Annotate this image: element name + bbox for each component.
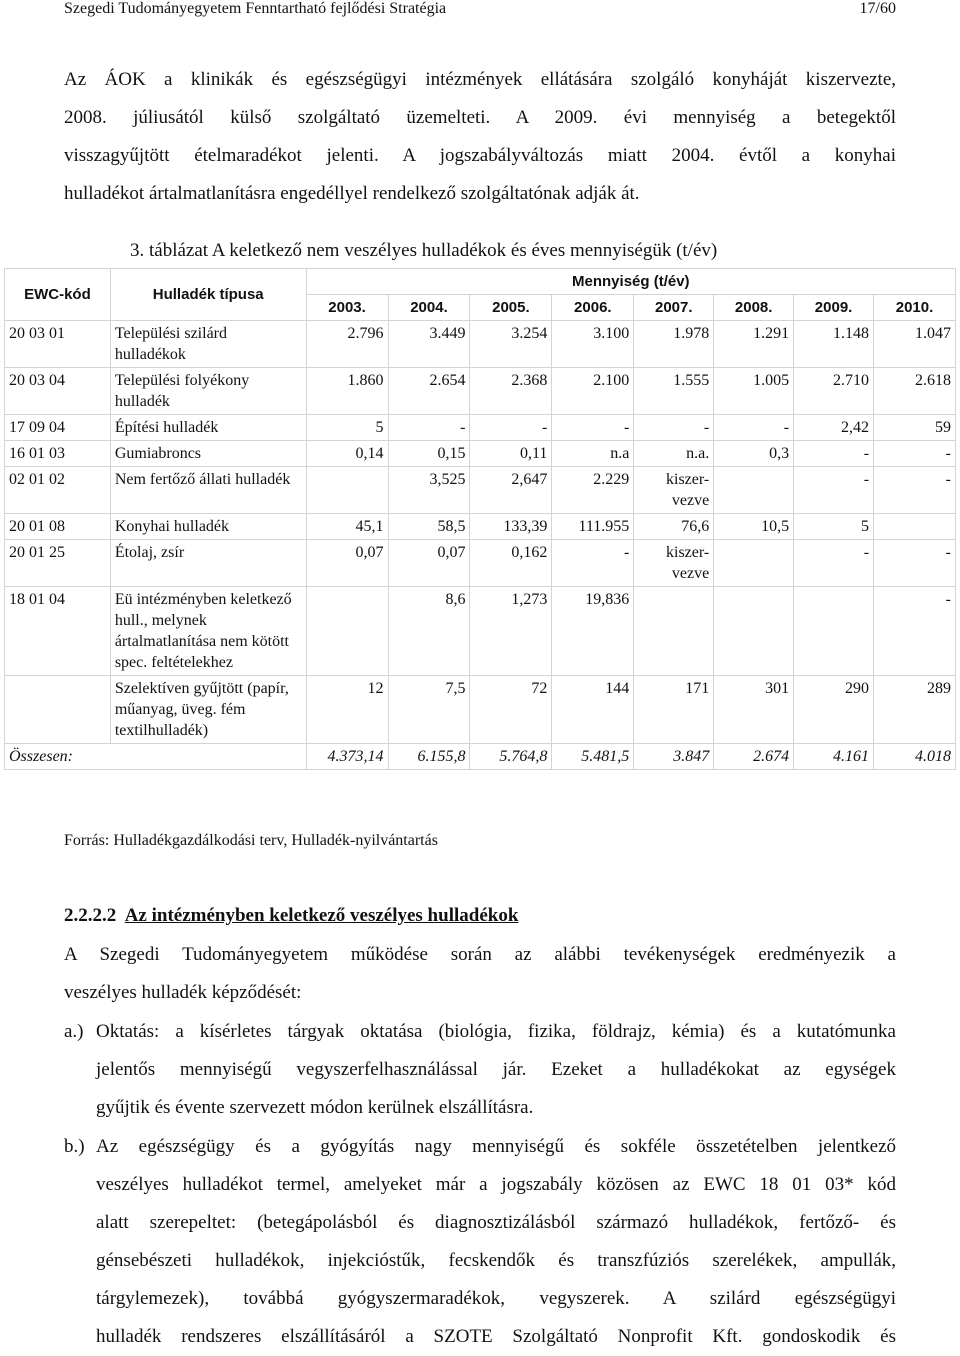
quantity-cell: - [874,540,956,587]
text-line: veszélyes hulladékot termel, amelyeket már a jogszabály közösen az EWC 18 01 03* kód [96,1174,896,1195]
table-row [5,514,956,540]
quantity-cell: 1.005 [714,368,794,415]
table-row [5,415,956,441]
quantity-cell: 133,39 [470,514,552,540]
quantity-cell: 12 [306,676,388,744]
quantity-cell: 2.368 [470,368,552,415]
total-value: 4.373,14 [306,744,388,770]
header-ewc-code: EWC-kód [5,269,111,321]
ewc-code-cell [5,676,111,744]
page-header [64,0,896,22]
quantity-cell: 72 [470,676,552,744]
quantity-cell: 8,6 [388,587,470,676]
header-year: 2008. [714,295,794,321]
quantity-cell: n.a [552,441,634,467]
quantity-cell: - [552,540,634,587]
header-year: 2007. [634,295,714,321]
quantity-cell: 0,07 [306,540,388,587]
quantity-cell: 290 [794,676,874,744]
quantity-cell: - [794,467,874,514]
waste-table [4,268,956,770]
table-row [5,467,956,514]
quantity-cell: 59 [874,415,956,441]
total-value: 5.481,5 [552,744,634,770]
table-row [5,540,956,587]
header-year: 2006. [552,295,634,321]
quantity-cell: - [470,415,552,441]
quantity-cell: kiszer-vezve [634,467,714,514]
total-value: 2.674 [714,744,794,770]
waste-type-cell: Gumiabroncs [110,441,306,467]
waste-type-cell: Települési szilárd hulladékok [110,321,306,368]
waste-type-cell: Építési hulladék [110,415,306,441]
header-quantity: Mennyiség (t/év) [306,269,955,295]
quantity-cell [874,514,956,540]
ewc-code-cell: 20 01 08 [5,514,111,540]
quantity-cell [714,540,794,587]
text-line: alatt szerepeltet: (betegápolásból és diagnosztizálásból származó hulladékok, fertőző- és [96,1212,896,1233]
table-row [5,676,956,744]
total-value: 6.155,8 [388,744,470,770]
quantity-cell: 2,647 [470,467,552,514]
quantity-cell: 2,42 [794,415,874,441]
ewc-code-cell: 20 01 25 [5,540,111,587]
text-line: Oktatás: a kísérletes tárgyak oktatása (biológia, fizika, földrajz, kémia) és a kutatómunka [96,1021,896,1042]
quantity-cell [714,587,794,676]
header-title: Szegedi Tudományegyetem Fenntartható fejlődési Stratégia [64,0,447,17]
quantity-cell: n.a. [634,441,714,467]
ewc-code-cell: 20 03 01 [5,321,111,368]
text-line: A Szegedi Tudományegyetem működése során az alábbi tevékenységek eredményezik a [64,944,896,965]
ewc-code-cell: 02 01 02 [5,467,111,514]
quantity-cell: 111.955 [552,514,634,540]
section-intro [64,936,896,1012]
table-row [5,587,956,676]
quantity-cell: 0,15 [388,441,470,467]
list-marker: b.) [64,1136,85,1157]
header-year: 2004. [388,295,470,321]
quantity-cell: 5 [794,514,874,540]
quantity-cell: - [388,415,470,441]
quantity-cell: 1.555 [634,368,714,415]
quantity-cell: 1.047 [874,321,956,368]
quantity-cell: - [874,587,956,676]
quantity-cell: 1,273 [470,587,552,676]
quantity-cell [714,467,794,514]
quantity-cell: 7,5 [388,676,470,744]
quantity-cell: 2.229 [552,467,634,514]
quantity-cell: 3.254 [470,321,552,368]
header-year: 2010. [874,295,956,321]
text-line: hulladékot ártalmatlanításra engedéllyel rendelkező szolgáltatónak adják át. [64,183,640,204]
total-value: 4.161 [794,744,874,770]
list-item [64,1013,896,1127]
quantity-cell: 2.654 [388,368,470,415]
table-row [5,441,956,467]
table-caption: 3. táblázat A keletkező nem veszélyes hulladékok és éves mennyiségük (t/év) [130,240,718,261]
total-row [5,744,956,770]
quantity-cell: 2.710 [794,368,874,415]
quantity-cell: - [794,441,874,467]
section-heading [64,905,518,927]
quantity-cell: 301 [714,676,794,744]
text-line: 2008. júliusától külső szolgáltató üzemelteti. A 2009. évi mennyiség a betegektől [64,107,896,128]
quantity-cell: - [552,415,634,441]
quantity-cell: - [874,441,956,467]
page-number: 17/60 [859,0,896,17]
table-source: Forrás: Hulladékgazdálkodási terv, Hulladék-nyilvántartás [64,832,438,849]
quantity-cell: 1.978 [634,321,714,368]
text-line: tárgylemezek), továbbá gyógyszermaradékok, vegyszerek. A szilárd egészségügyi [96,1288,896,1309]
quantity-cell: - [794,540,874,587]
quantity-cell: 0,11 [470,441,552,467]
waste-type-cell: Étolaj, zsír [110,540,306,587]
quantity-cell: 1.291 [714,321,794,368]
ewc-code-cell: 17 09 04 [5,415,111,441]
quantity-cell: 76,6 [634,514,714,540]
text-line: Az ÁOK a klinikák és egészségügyi intézmények ellátására szolgáló konyháját kiszervezte, [64,69,896,90]
quantity-cell: 19,836 [552,587,634,676]
header-year: 2003. [306,295,388,321]
total-value: 3.847 [634,744,714,770]
intro-paragraph [64,61,896,213]
quantity-cell: 0,14 [306,441,388,467]
quantity-cell [794,587,874,676]
quantity-cell: - [634,415,714,441]
header-year: 2009. [794,295,874,321]
quantity-cell: 3.100 [552,321,634,368]
quantity-cell: 1.148 [794,321,874,368]
quantity-cell [634,587,714,676]
quantity-cell: - [874,467,956,514]
text-line: génsebészeti hulladékok, injekcióstűk, fecskendők és transzfúziós szerelékek, ampullák, [96,1250,896,1271]
text-line: jelentős mennyiségű vegyszerfelhasználással jár. Ezeket a hulladékokat az egységek [96,1059,896,1080]
waste-type-cell: Nem fertőző állati hulladék [110,467,306,514]
quantity-cell: 0,162 [470,540,552,587]
table-row [5,368,956,415]
header-waste-type: Hulladék típusa [110,269,306,321]
quantity-cell: 10,5 [714,514,794,540]
quantity-cell: 45,1 [306,514,388,540]
quantity-cell: 171 [634,676,714,744]
quantity-cell: 3.449 [388,321,470,368]
text-line: visszagyűjtött ételmaradékot jelenti. A jogszabályváltozás miatt 2004. évtől a konyhai [64,145,896,166]
table-row [5,321,956,368]
ewc-code-cell: 20 03 04 [5,368,111,415]
text-line: hulladék rendszeres elszállításáról a SZOTE Szolgáltató Nonprofit Kft. gondoskodik és [96,1326,896,1347]
waste-type-cell: Szelektíven gyűjtött (papír, műanyag, üveg. fém textilhulladék) [110,676,306,744]
text-line: gyűjtik és évente szervezett módon kerülnek elszállításra. [96,1097,534,1118]
waste-type-cell: Konyhai hulladék [110,514,306,540]
total-value: 4.018 [874,744,956,770]
quantity-cell: 5 [306,415,388,441]
quantity-cell: - [714,415,794,441]
quantity-cell: 0,3 [714,441,794,467]
text-line: veszélyes hulladék képződését: [64,982,302,1003]
quantity-cell: 2.618 [874,368,956,415]
list-item [64,1128,896,1356]
quantity-cell [306,467,388,514]
list-marker: a.) [64,1021,84,1042]
quantity-cell: 3,525 [388,467,470,514]
quantity-cell: 144 [552,676,634,744]
quantity-cell: 2.796 [306,321,388,368]
quantity-cell: 289 [874,676,956,744]
text-line: Az egészségügy és a gyógyítás nagy mennyiségű és sokféle összetételben jelentkező [96,1136,896,1157]
ewc-code-cell: 18 01 04 [5,587,111,676]
quantity-cell: kiszer-vezve [634,540,714,587]
waste-type-cell: Települési folyékony hulladék [110,368,306,415]
header-year: 2005. [470,295,552,321]
waste-type-cell: Eü intézményben keletkező hull., melynek ártalmatlanítása nem kötött spec. feltételekhez [110,587,306,676]
section-number: 2.2.2.2 [64,905,117,926]
quantity-cell: 58,5 [388,514,470,540]
quantity-cell: 1.860 [306,368,388,415]
total-value: 5.764,8 [470,744,552,770]
quantity-cell [306,587,388,676]
quantity-cell: 0,07 [388,540,470,587]
quantity-cell: 2.100 [552,368,634,415]
ewc-code-cell: 16 01 03 [5,441,111,467]
section-title: Az intézményben keletkező veszélyes hulladékok [124,905,519,926]
total-label: Összesen: [5,744,307,770]
